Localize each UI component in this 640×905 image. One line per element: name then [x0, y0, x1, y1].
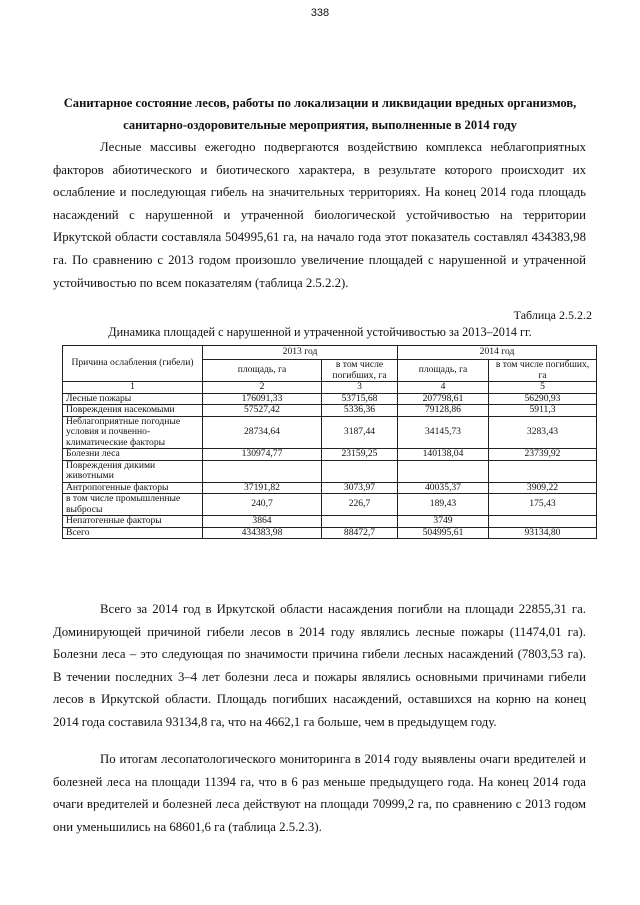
- value-cell: 34145,73: [398, 416, 489, 449]
- reason-cell: Неблагоприятные погодные условия и почвенно-климатические факторы: [63, 416, 203, 449]
- value-cell: 189,43: [398, 494, 489, 516]
- table-row: [63, 460, 597, 482]
- value-cell: [398, 460, 489, 482]
- value-cell: 3283,43: [489, 416, 597, 449]
- value-cell: 23159,25: [322, 449, 398, 461]
- table-row: [63, 416, 597, 449]
- value-cell: 176091,33: [203, 393, 322, 405]
- value-cell: 79128,86: [398, 405, 489, 417]
- value-cell: [489, 460, 597, 482]
- reason-cell: Лесные пожары: [63, 393, 203, 405]
- header-dead-2013: в том числе погибших, га: [322, 360, 398, 382]
- paragraph-1: Лесные массивы ежегодно подвергаются воздействию комплекса неблагоприятных факторов абиотического и биотического характера, в результате которого происходит их ослабление и последующая гибель на значительных территориях. На конец 2014 года площадь насаждений с нарушенной и утраченной биологической устойчивостью на территории Иркутской области составляла 504995,61 га, на начало года этот показатель составлял 434383,98 га. По сравнению с 2013 годом произошло увеличение площадей с нарушенной и утраченной устойчивостью по всем показателям (таблица 2.5.2.2).: [53, 140, 586, 290]
- value-cell: [489, 516, 597, 528]
- header-dead-2014: в том числе погибших, га: [489, 360, 597, 382]
- value-cell: 57527,42: [203, 405, 322, 417]
- value-cell: 240,7: [203, 494, 322, 516]
- stability-table: [62, 345, 597, 539]
- value-cell: 3073,97: [322, 482, 398, 494]
- value-cell: 504995,61: [398, 527, 489, 539]
- heading-line-2: санитарно-оздоровительные мероприятия, выполненные в 2014 году: [123, 118, 517, 132]
- value-cell: 23739,92: [489, 449, 597, 461]
- header-area-2013: площадь, га: [203, 360, 322, 382]
- table-label: Таблица 2.5.2.2: [513, 308, 592, 322]
- value-cell: 226,7: [322, 494, 398, 516]
- value-cell: 434383,98: [203, 527, 322, 539]
- value-cell: [203, 460, 322, 482]
- table-row: [63, 482, 597, 494]
- header-reason: Причина ослабления (гибели): [63, 346, 203, 382]
- paragraph-3: По итогам лесопатологического мониторинга в 2014 году выявлены очаги вредителей и болезней леса на площади 11394 га, что в 6 раз меньше предыдущего года. На конец 2014 года очаги вредителей и болезней леса действуют на площади 70999,2 га, по сравнению с 2013 годом они уменьшились на 68601,6 га (таблица 2.5.2.3).: [53, 752, 586, 834]
- value-cell: 5336,36: [322, 405, 398, 417]
- value-cell: 88472,7: [322, 527, 398, 539]
- value-cell: [322, 516, 398, 528]
- value-cell: 93134,80: [489, 527, 597, 539]
- value-cell: 40035,37: [398, 482, 489, 494]
- value-cell: 56290,93: [489, 393, 597, 405]
- value-cell: 3909,22: [489, 482, 597, 494]
- index-cell: 5: [489, 382, 597, 394]
- value-cell: 3749: [398, 516, 489, 528]
- reason-cell: Антропогенные факторы: [63, 482, 203, 494]
- table-row: [63, 449, 597, 461]
- page-number: 338: [310, 7, 330, 19]
- header-area-2014: площадь, га: [398, 360, 489, 382]
- reason-cell: Непатогенные факторы: [63, 516, 203, 528]
- value-cell: [322, 460, 398, 482]
- reason-cell: Повреждения насекомыми: [63, 405, 203, 417]
- value-cell: 37191,82: [203, 482, 322, 494]
- reason-cell: в том числе промышленные выбросы: [63, 494, 203, 516]
- value-cell: 130974,77: [203, 449, 322, 461]
- value-cell: 140138,04: [398, 449, 489, 461]
- table-index-row: [63, 382, 597, 394]
- reason-cell: Всего: [63, 527, 203, 539]
- index-cell: 4: [398, 382, 489, 394]
- value-cell: 28734,64: [203, 416, 322, 449]
- table-row: [63, 516, 597, 528]
- header-year-2014: 2014 год: [398, 346, 597, 360]
- section-heading: [40, 92, 600, 136]
- heading-line-1: Санитарное состояние лесов, работы по локализации и ликвидации вредных организмов,: [63, 96, 577, 110]
- index-cell: 2: [203, 382, 322, 394]
- index-cell: 1: [63, 382, 203, 394]
- table-row: [63, 393, 597, 405]
- value-cell: 207798,61: [398, 393, 489, 405]
- table-title: Динамика площадей с нарушенной и утраченной устойчивостью за 2013–2014 гг.: [108, 325, 532, 339]
- table-row: [63, 494, 597, 516]
- table-row-total: [63, 527, 597, 539]
- value-cell: 3187,44: [322, 416, 398, 449]
- value-cell: 175,43: [489, 494, 597, 516]
- index-cell: 3: [322, 382, 398, 394]
- table-row: [63, 405, 597, 417]
- value-cell: 5911,3: [489, 405, 597, 417]
- value-cell: 3864: [203, 516, 322, 528]
- header-year-2013: 2013 год: [203, 346, 398, 360]
- reason-cell: Повреждения дикими животными: [63, 460, 203, 482]
- reason-cell: Болезни леса: [63, 449, 203, 461]
- value-cell: 53715,68: [322, 393, 398, 405]
- paragraph-2: Всего за 2014 год в Иркутской области насаждения погибли на площади 22855,31 га. Доминирующей причиной гибели лесов в 2014 году являлись лесные пожары (11474,01 га). Болезни леса – это следующая по значимости причина гибели лесных насаждений (7803,53 га). В течении последних 3–4 лет болезни леса и пожары являлись основными причинами гибели лесов в Иркутской области. Площадь погибших насаждений, оставшихся на корню на конец 2014 года составила 93134,8 га, что на 4662,1 га больше, чем в предыдущем году.: [53, 602, 586, 729]
